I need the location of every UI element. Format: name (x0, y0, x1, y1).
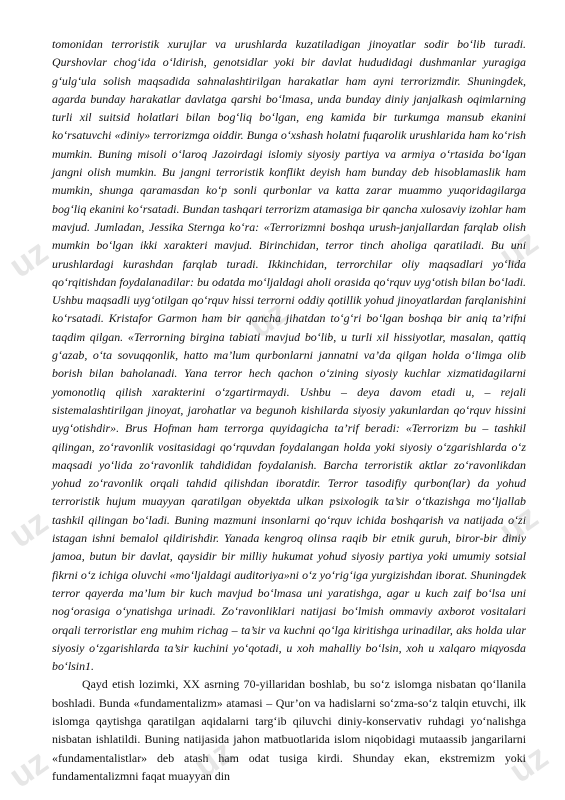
watermark: uz (492, 497, 545, 551)
document-page (52, 35, 526, 785)
watermark: uz (2, 742, 55, 796)
body-paragraph: Qayd etish lozimki, XX asrning 70-yillaridan boshlab, bu so‘z islomga nisbatan qo‘llanila boshladi. Bunda «fundamentalizm» atamasi – Qur’on va hadislarni so‘zma-so‘z talqin etuvchi, ilk islomga qaytishga qaratilgan aqidalarni targ‘ib qiluvchi diniy-konservativ ruhdagi yo‘nalishga nisbatan ishlatildi. Buning natijasida jahon matbuotlarida islom niqobidagi mutaassib jangarilarni «fundamentalistlar» deb atash ham odat tusiga kirdi. Shunday ekan, ekstremizm yoki fundamentalizmni faqat muayyan din (52, 677, 526, 783)
watermark: uz (502, 737, 555, 791)
watermark: uz (2, 502, 55, 556)
watermark: uz (2, 232, 55, 286)
watermark: uz (492, 222, 545, 276)
watermark: uz (187, 732, 240, 786)
quoted-paragraph: tomonidan terroristik xurujlar va urushlarda kuzatiladigan jinoyatlar sodir bo‘lib turadi. Qurshovlar chog‘ida o‘ldirish, genotsidlar yoki bir davlat hududidagi dushmanlar yuragiga g‘ulg‘ula solish maqsadida sahnalashtirilgan harakatlar ham ayni terrorizmdir. Shuningdek, agarda bunday harakatlar davlatga qarshi bo‘lmasa, unda bunday diniy janjalkash oqimlarning turli xil suitsid holatlari bilan bog‘liq bo‘lgan, eng kamida bir turkumga mansub ekanini ko‘rsatuvchi «diniy» terrorizmga oiddir. Bunga o‘xshash holatni fuqarolik urushlarida ham ko‘rish mumkin. Buning misoli o‘laroq Jazoirdagi islomiy siyosiy partiya va armiya o‘rtasida bo‘lgan jangni olish mumkin. Bu jangni terroristik konflikt deyish ham bunday deb hisoblamaslik ham mumkin, shunga qaramasdan ko‘p sonli qurbonlar va katta zarar muammo yuqoridagilarga bog‘liq ekanini ko‘rsatadi. Bundan tashqari terrorizm atamasiga bir qancha xulosaviy izohlar ham mavjud. Jumladan, Jessika Sternga ko‘ra: «Terrorizmni boshqa urush-janjallardan farqlab olish mumkin bo‘lgan ikki xarakteri mavjud. Birinchidan, terror tinch aholiga qaratiladi. Bu uni urushlardagi kurashdan farqlab turadi. Ikkinchidan, terrorchilar oliy maqsadlari yo‘lida qo‘rqitishdan foydalanadilar: bu odatda mo‘ljaldagi aholi orasida qo‘rquv uyg‘otish bilan bo‘ladi. Ushbu maqsadli uyg‘otilgan qo‘rquv hissi terrorni oddiy qotillik yohud jinoyatlardan farqlanishini ko‘rsatadi. Kristafor Garmon ham bir qancha jihatdan to‘g‘ri bo‘lgan boshqa bir aniq ta’rifni taqdim qilgan. «Terrorning birgina tabiati mavjud bo‘lib, u turli xil hissiyotlar, masalan, qattiq g‘azab, o‘ta sovuqqonlik, hatto ma’lum qurbonlarni jannatni va’da qilgan holda o‘limga olib borish bilan baholanadi. Yana terror hech qachon o‘zining siyosiy kuchlar xizmatidagilarni yomonotliq qilish xarakterini o‘zgartirmaydi. Ushbu – deya davom etadi u, – rejali sistemalashtirilgan jinoyat, jarohatlar va begunoh kishilarda siyosiy yakunlardan qo‘rquv hissini uyg‘otishdir». Brus Hofman ham terrorga quyidagicha ta’rif beradi: «Terrorizm bu – tashkil qilingan, zo‘ravonlik vositasidagi qo‘rquvdan foydalangan holda yoki siyosiy o‘zgarishlarda o‘z maqsadi yo‘lida zo‘ravonlik tahdididan foydalanish. Barcha terroristik aktlar zo‘ravonlikdan yohud zo‘ravonlik orqali tahdid qilishdan iboratdir. Terror tasodifiy qurbon(lar) da yohud terroristik hujum muayyan qaratilgan obyektda ulkan psixologik ta’sir o‘tkazishga mo‘ljallab tashkil qilingan bo‘ladi. Buning mazmuni insonlarni qo‘rquv ichida boshqarish va natijada o‘zi istagan ishni bemalol qildirishdir. Yanada kengroq olinsa raqib bir etnik guruh, biror-bir diniy jamoa, butun bir davlat, qaysidir bir milliy hukumat yohud siyosiy partiya yoki umumiy sotsial fikrni o‘z ichiga oluvchi «mo‘ljaldagi auditoriya»ni o‘z yo‘rig‘iga yurgizishdan iborat. Shuningdek terror qayerda ma’lum bir kuch mavjud bo‘lmasa uni yaratishga, agar u kuch zaif bo‘lsa uni nog‘orasiga o‘ynatishga urinadi. Zo‘ravonliklari natijasi bo‘lmish ommaviy axborot vositalari orqali terroristlar eng muhim richag – ta’sir va kuchni qo‘lga kiritishga urinadilar, aks holda ular siyosiy o‘zgarishlarda ta’sir kuchini yo‘qotadi, u xoh mahalliy bo‘lsin, xoh u xalqaro miqyosda bo‘lsin1. (52, 37, 526, 674)
watermark: uz (242, 292, 295, 346)
